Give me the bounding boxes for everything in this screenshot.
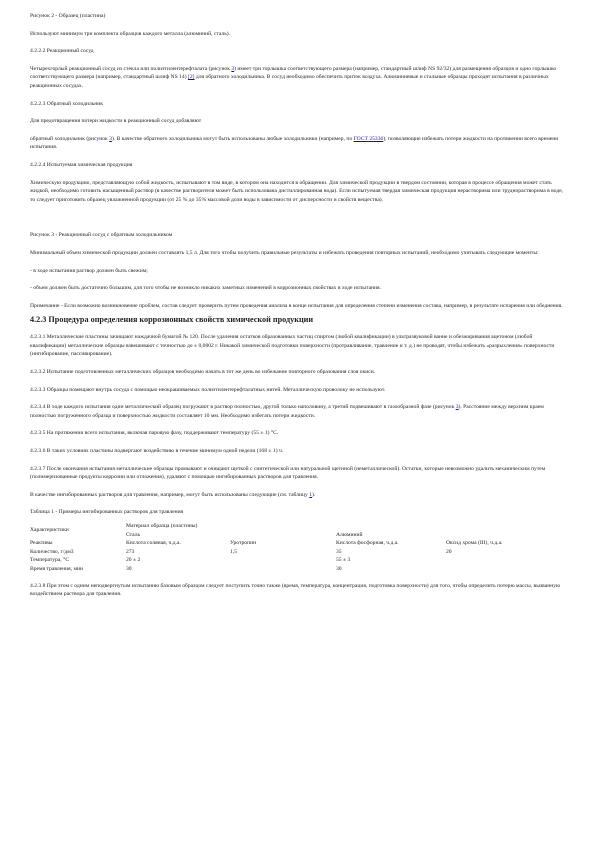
text-segment: ). Расстояние между верхним краем полностью погруженного образца и поверхностью жидкости составляет 10 мм. Необходимо избегать потери жидкости. bbox=[30, 404, 544, 419]
table-cell: 35 bbox=[336, 548, 342, 555]
table-1-caption: Таблица 1 - Примеры ингибированных растворов для травления bbox=[30, 509, 184, 516]
paragraph-inhibited-solutions bbox=[30, 491, 565, 500]
text-segment: ). bbox=[312, 491, 316, 498]
paragraph-reaction-vessel bbox=[30, 65, 565, 91]
paragraph-4-2-3-5: 4.2.3.5 На протяжении всего испытания, включая паровую фазу, поддерживают температуру (55 ± 1) °С. bbox=[30, 430, 279, 437]
table-header-steel: Сталь bbox=[126, 531, 141, 538]
reference-2-link[interactable]: [2] bbox=[187, 74, 195, 81]
table-cell: 55 ± 3 bbox=[336, 557, 351, 564]
paragraph-min-three-sets: Используют минимум три комплекта образцов каждого металла (алюминий, сталь). bbox=[30, 30, 231, 37]
paragraph-min-volume: Минимальный объем химической продукции должен составлять 1,5 л. Для того чтобы получить правильные результаты и избежать проведения повторных испытаний, необходимо учитывать следующие моменты: bbox=[30, 249, 539, 256]
table-cell: Оксид хрома (III), ч.д.а. bbox=[446, 540, 503, 547]
table-cell: 273 bbox=[126, 548, 135, 555]
table-row bbox=[30, 539, 565, 548]
paragraph-4-2-3-4 bbox=[30, 403, 565, 420]
heading-4-2-2-4: 4.2.2.4 Испытуемая химическая продукция bbox=[30, 161, 133, 168]
figure-3-link[interactable]: 3 bbox=[109, 135, 112, 142]
table-header-characteristics: Характеристики bbox=[30, 527, 69, 534]
figure-placeholder bbox=[30, 213, 565, 231]
text-segment: обратный холодильник (рисунок bbox=[30, 135, 110, 142]
text-segment: для обратного холодильника. В сосуд необходимо обеспечить приток воздуха. Алюминиевые и стальные образцы проходят испытания в различных реакционных сосудах. bbox=[30, 74, 549, 89]
table-cell: Кислота фосфорная, ч.д.а. bbox=[336, 540, 399, 547]
note-paragraph: Примечание - Если возможно возникновение проблем, состав следует проверить путем проведения анализа в конце испытания для определения степени изменения состава, например, в результате испарения или обеднения. bbox=[30, 302, 563, 309]
paragraph-4-2-3-2: 4.2.3.2 Испытание подготовленных металлических образцов необходимо начать в тот же день во избежание повторного образования слоя окиси. bbox=[30, 369, 376, 376]
heading-4-2-2-2: 4.2.2.2 Реакционный сосуд bbox=[30, 48, 94, 55]
table-row bbox=[30, 548, 565, 557]
heading-4-2-2-3: 4.2.2.3 Обратный холодильник bbox=[30, 100, 104, 107]
inhibited-solutions-table bbox=[30, 522, 565, 574]
table-cell: Реактивы bbox=[30, 540, 53, 547]
bullet-fresh-solution: - в ходе испытания раствор должен быть свежим; bbox=[30, 267, 148, 274]
table-cell: 30 bbox=[126, 565, 132, 572]
text-segment: Четырехгорлый реакционный сосуд из стекла или полиэтилентерефталата (рисунок bbox=[30, 65, 232, 72]
section-heading-4-2-3: 4.2.3 Процедура определения коррозионных свойств химической продукции bbox=[30, 315, 314, 325]
paragraph-condenser bbox=[30, 135, 565, 152]
table-header-aluminum: Алюминий bbox=[336, 531, 363, 538]
paragraph-4-2-3-1: 4.2.3.1 Металлические пластины зачищают наждачной бумагой № 120. После удаления остатков образованных частиц спиртом (любой квалификации) в ультразвуковой ванне и обезжиривания ацетоном (любой квалификации) металлические образцы взвешивают с точностью до ± 0,0002 г. Никакой химической подготовки поверхности (протравливание, травление и т. д.) не проводят, чтобы избежать «разрыхления» поверхности (ингибирование, пассивирование). bbox=[30, 334, 555, 358]
gost-25336-link[interactable]: ГОСТ 25336 bbox=[353, 135, 384, 142]
table-cell: Количество, г/дм3 bbox=[30, 548, 74, 555]
figure-3-caption: Рисунок 3 - Реакционный сосуд с обратным холодильником bbox=[30, 232, 173, 239]
paragraph-4-2-3-7: 4.2.3.7 После окончания испытания металлические образцы промывают и очищают щеткой с синтетической или натуральной щетиной (неметаллической). Остатки, которые невозможно удалить механическим путем (полимеризованные продукты коррозии или отложения), удаляют с помощью ингибированных растворов для травления. bbox=[30, 465, 546, 481]
text-segment: 4.2.3.4 В ходе каждого испытания один металлический образец погружают в раствор полностью, другой только наполовину, а третий подвешивают в газообразной фазе (рисунок bbox=[30, 404, 456, 411]
text-segment: ), позволяющие избежать потери жидкости на протяжении всего времени испытания. bbox=[30, 135, 559, 151]
text-segment: В качестве ингибированных растворов для травления, например, могут быть использованы следующие (см. таблицу bbox=[30, 491, 310, 498]
table-header-row bbox=[30, 522, 565, 531]
figure-3-link[interactable]: 3 bbox=[231, 65, 235, 72]
paragraph-chemical-product: Химическую продукцию, представляющую собой жидкость, испытывают в том виде, в котором она находится в обращении. Для химической продукции в твердом состоянии, которая в процессе обращения может стать жидкой, необходимо готовить насыщенный раствор (в качестве растворителя может быть использована дистиллированная вода). Если испытуемая твердая химическая продукция нерастворима или труднорастворима в воде, то следует приготовить образец увлажненной продукции (от 25 % до 35% массовой доли воды в зависимости от дисперсности и свойств вещества). bbox=[30, 179, 564, 203]
text-segment: ) имеет три горлышка соответствующего размера (например, стандартный шлиф NS 92/32) для размещения образцов и одно горлышко соответствующего размера (например, стандартный шлиф NS 14) bbox=[30, 65, 557, 81]
figure-2-caption: Рисунок 2 - Образец (пластина) bbox=[30, 13, 106, 19]
figure-3-link[interactable]: 3 bbox=[455, 404, 459, 411]
table-header-material: Материал образца (пластины) bbox=[126, 523, 198, 529]
table-row bbox=[30, 565, 565, 574]
table-1-link[interactable]: 1 bbox=[309, 491, 313, 498]
table-cell: 30 bbox=[336, 565, 342, 572]
text-segment: ). В качестве обратного холодильника могут быть использованы любые холодильники (например, по bbox=[111, 135, 354, 142]
table-row bbox=[30, 556, 565, 565]
table-cell: Кислота соляная, ч.д.а. bbox=[126, 540, 181, 547]
table-cell: 20 bbox=[446, 548, 452, 555]
table-cell: 20 ± 2 bbox=[126, 557, 141, 564]
table-cell: Температура, °С bbox=[30, 557, 70, 564]
paragraph-prevent-loss: Для предотвращения потери жидкости в реакционный сосуд добавляют bbox=[30, 118, 202, 125]
paragraph-4-2-3-8: 4.2.3.8 При этом с одним неподвергнутым испытанию базовым образцом следует поступить точно также (время, температура, концентрация, подготовка поверхности) для того, чтобы определить потерю массы, вызванную воздействием раствора для травления. bbox=[30, 582, 561, 598]
table-cell: Время травления, мин bbox=[30, 565, 84, 572]
table-cell: 1,5 bbox=[230, 548, 237, 555]
bullet-volume-large: - объем должен быть достаточно большим, для того чтобы не возникло никаких заметных изменений в коррозионных свойствах в ходе испытания. bbox=[30, 285, 382, 292]
paragraph-4-2-3-3: 4.2.3.3 Образцы помещают внутрь сосуда с помощью неокрашиваемых полиэтилентерефталатных нитей. Металлическую проволоку не используют. bbox=[30, 386, 386, 393]
table-cell: Уротропин bbox=[230, 540, 257, 547]
paragraph-4-2-3-6: 4.2.3.6 В таких условиях пластины подвергают воздействию в течение минимум одной недели (168 ± 1) ч. bbox=[30, 448, 284, 455]
